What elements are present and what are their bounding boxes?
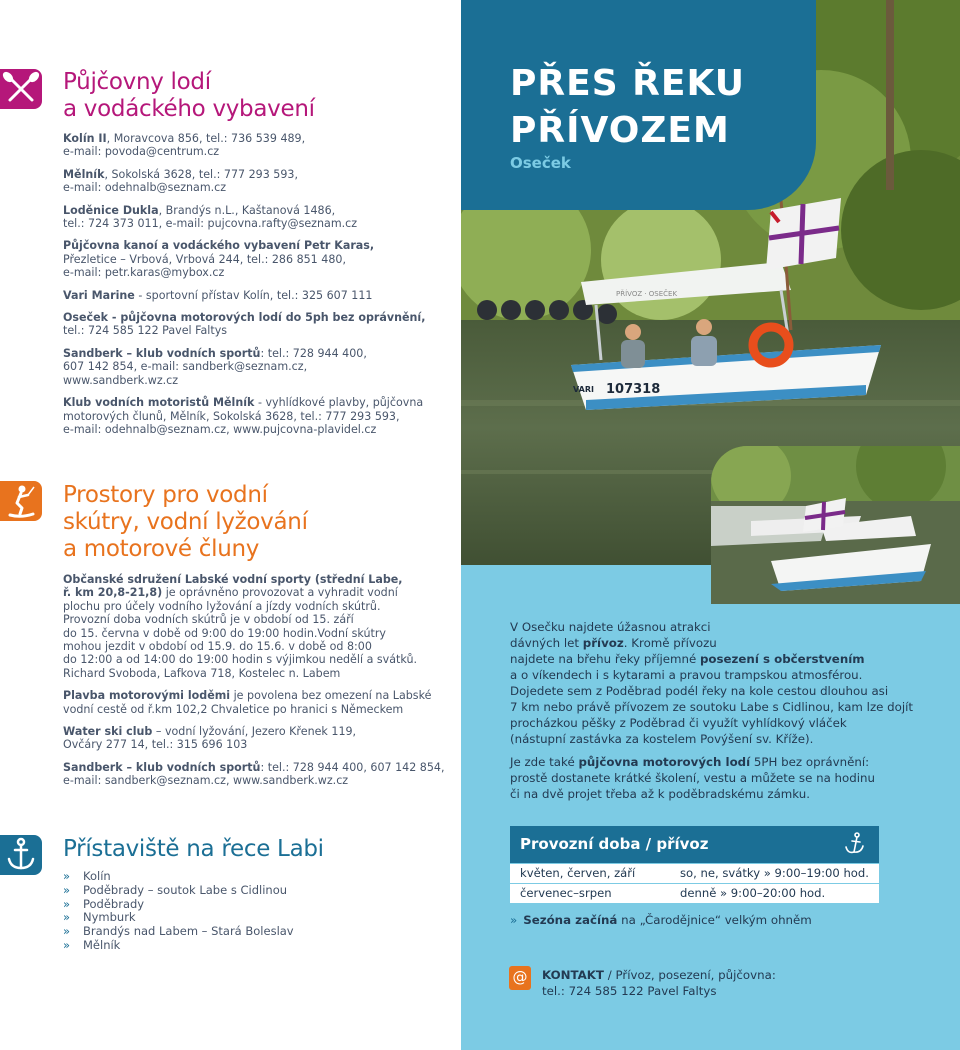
rental-entry-kolin: Kolín II, Moravcova 856, tel.: 736 539 489, e-mail: povoda@centrum.cz: [63, 132, 306, 159]
ports-title: Přístaviště na řece Labi: [63, 836, 324, 862]
watersports-entry-labske: Občanské sdružení Labské vodní sporty (střední Labe, ř. km 20,8-21,8) je oprávněno provozovat a vyhradit vodní plochu pro účely vodního lyžování a jízdy vodních skútrů. Provozní doba vodních skútrů je v období od 15. září do 15. června v době od 9:00 do 19:00 hodin.Vodní skútry mohou jezdit v období od 15.9. do 15.6. v době od 8:00 do 12:00 a od 14:00 do 19:00 hodin s výjimkou nedělí a svátků. Richard Svoboda, Lafkova 718, Kostelec n. Labem: [63, 573, 418, 680]
boat-number: 107318: [606, 382, 661, 397]
hours-title: Provozní doba / přívoz: [520, 835, 709, 853]
hours-header: [510, 826, 879, 863]
rental-list: [63, 132, 426, 445]
rental-entry-melnik: Mělník, Sokolská 3628, tel.: 777 293 593, e-mail: odehnalb@seznam.cz: [63, 167, 299, 195]
ports-list: [63, 870, 294, 953]
season-note: » Sezóna začíná na „Čarodějnice“ velkým ohněm: [510, 913, 812, 927]
table-row: červenec–srpen denně » 9:00–20:00 hod.: [510, 883, 879, 903]
feature-description: [510, 619, 914, 809]
rental-entry-karas: Půjčovna kanoí a vodáckého vybavení Petr Karas, Přezletice – Vrbová, Vrbová 244, tel.: 286 851 480, e-mail: petr.karas@mybox.cz: [63, 239, 375, 280]
rental-entry-dukla: Loděnice Dukla, Brandýs n.L., Kaštanová 1486, tel.: 724 373 011, e-mail: pujcovna.rafty@seznam.cz: [63, 203, 358, 231]
watersports-list: [63, 573, 445, 797]
boat-brand: VARI: [573, 385, 594, 394]
anchor-icon: [843, 832, 867, 856]
description-paragraph-2: Je zde také půjčovna motorových lodí 5PH bez oprávnění: prostě dostanete krátké školení, vestu a můžete se na hodinu či na dvě projet třeba až k poděbradskému zámku.: [510, 755, 875, 801]
list-item: » Kolín: [63, 869, 111, 883]
feature-subtitle: Oseček: [510, 154, 571, 172]
rental-entry-vari-marine: Vari Marine - sportovní přístav Kolín, tel.: 325 607 111: [63, 288, 373, 302]
ferry-small-photo: [711, 446, 960, 604]
list-item: » Poděbrady: [63, 896, 145, 911]
feature-banner: [461, 0, 816, 210]
rental-title: Půjčovny lodí a vodáckého vybavení: [63, 69, 315, 122]
at-icon: @: [509, 966, 531, 990]
list-item: » Nymburk: [63, 910, 136, 925]
list-item: » Brandýs nad Labem – Stará Boleslav: [63, 924, 294, 939]
watersports-entry-plavba: Plavba motorovými loděmi je povolena bez omezení na Labské vodní cestě od ř.km 102,2 Chvaletice po hranici s Německem: [63, 689, 432, 716]
watersports-entry-water-ski: Water ski club – vodní lyžování, Jezero Křenek 119, Ovčáry 277 14, tel.: 315 696 103: [63, 725, 357, 752]
description-paragraph-1: V Osečku najdete úžasnou atrakci dávných let přívoz. Kromě přívozu najdete na břehu řeky příjemné posezení s občerstvením a o víkendech i s kytarami a pravou trampskou atmosférou. Dojedete sem z Poděbrad podél řeky na kole cestou dlouhou asi 7 km nebo právě přívozem ze soutoku Labe s Cidlinou, kam lze dojít procházkou pěšky z Poděbrad či využít vyhlídkový vláček (nástupní zastávka za kostelem Povýšení sv. Kříže).: [510, 620, 914, 746]
rental-entry-sandberk: Sandberk – klub vodních sportů: tel.: 728 944 400, 607 142 854, e-mail: sandberk@seznam.cz, www.sandberk.wz.cz: [63, 346, 367, 387]
rental-entry-osecek: Oseček - půjčovna motorových lodí do 5ph bez oprávnění, tel.: 724 585 122 Pavel Faltys: [63, 311, 426, 338]
hours-table: [510, 826, 879, 903]
list-item: » Poděbrady – soutok Labe s Cidlinou: [63, 882, 288, 897]
watersports-entry-sandberk: Sandberk – klub vodních sportů: tel.: 728 944 400, 607 142 854, e-mail: sandberk@seznam.cz, www.sandberk.wz.cz: [63, 760, 445, 788]
canopy-text: PŘÍVOZ · OSEČEK: [616, 290, 678, 298]
anchor-icon: [0, 835, 42, 875]
water-skier-icon: [0, 481, 42, 521]
crossed-paddles-icon: [0, 69, 42, 109]
table-row: květen, červen, září so, ne, svátky » 9:00–19:00 hod.: [510, 863, 879, 883]
contact-block: KONTAKT / Přívoz, posezení, půjčovna: tel.: 724 585 122 Pavel Faltys: [542, 968, 776, 998]
rental-entry-klub-melnik: Klub vodních motoristů Mělník - vyhlídkové plavby, půjčovna motorových člunů, Mělník, Sokolská 3628, tel.: 777 293 593, e-mail: odehnalb@seznam.cz, www.pujcovna-plavidel.cz: [63, 396, 424, 436]
watersports-title: Prostory pro vodní skútry, vodní lyžování a motorové čluny: [63, 482, 308, 562]
feature-title: PŘES ŘEKU PŘÍVOZEM: [510, 63, 745, 151]
list-item: » Mělník: [63, 937, 121, 952]
